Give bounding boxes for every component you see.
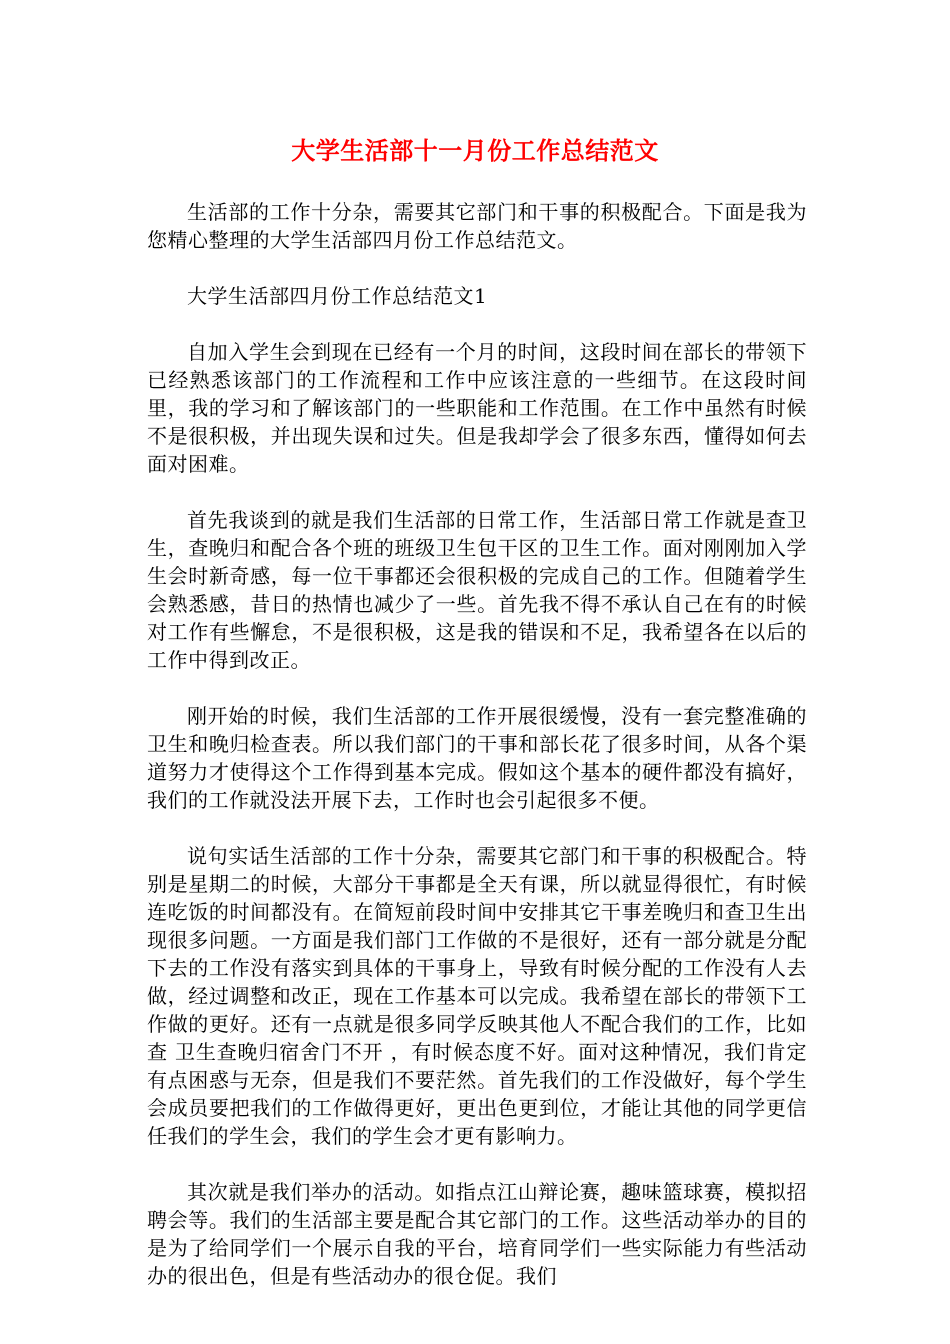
body-paragraph: 刚开始的时候，我们生活部的工作开展很缓慢，没有一套完整准确的卫生和晚归检查表。所以我们部门的干事和部长花了很多时间，从各个渠道努力才使得这个工作得到基本完成。假如这个基本的硬件都没有搞好，我们的工作就没法开展下去，工作时也会引起很多不便。 (147, 704, 807, 812)
body-paragraph: 首先我谈到的就是我们生活部的日常工作，生活部日常工作就是查卫生，查晚归和配合各个班的班级卫生包干区的卫生工作。面对刚刚加入学生会时新奇感，每一位干事都还会很积极的完成自己的工作。但随着学生会熟悉感，昔日的热情也减少了一些。首先我不得不承认自己在有的时候对工作有些懈怠，不是很积极，这是我的错误和不足，我希望各在以后的工作中得到改正。 (147, 508, 807, 672)
intro-paragraph: 生活部的工作十分杂，需要其它部门和干事的积极配合。下面是我为您精心整理的大学生活部四月份工作总结范文。 (147, 200, 807, 252)
section-heading: 大学生活部四月份工作总结范文1 (187, 284, 488, 308)
document-body (147, 198, 807, 1318)
body-paragraph: 说句实话生活部的工作十分杂，需要其它部门和干事的积极配合。特别是星期二的时候，大部分干事都是全天有课，所以就显得很忙，有时候连吃饭的时间都没有。在简短前段时间中安排其它干事差晚归和查卫生出现很多问题。一方面是我们部门工作做的不是很好，还有一部分就是分配下去的工作没有落实到具体的干事身上，导致有时候分配的工作没有人去做，经过调整和改正，现在工作基本可以完成。我希望在部长的带领下工作做的更好。还有一点就是很多同学反映其他人不配合我们的工作，比如查 卫生查晚归宿舍门不开 ，有时候态度不好。面对这种情况，我们肯定有点困惑与无奈，但是我们不要茫然。首先我们的工作没做好，每个学生会成员要把我们的工作做得更好，更出色更到位，才能让其他的同学更信任我们的学生会，我们的学生会才更有影响力。 (147, 844, 807, 1148)
body-paragraph: 其次就是我们举办的活动。如指点江山辩论赛，趣味篮球赛，模拟招聘会等。我们的生活部主要是配合其它部门的工作。这些活动举办的目的是为了给同学们一个展示自我的平台，培育同学们一些实际能力有些活动办的很出色，但是有些活动办的很仓促。我们 (147, 1180, 807, 1288)
body-paragraph: 自加入学生会到现在已经有一个月的时间，这段时间在部长的带领下已经熟悉该部门的工作流程和工作中应该注意的一些细节。在这段时间里，我的学习和了解该部门的一些职能和工作范围。在工作中虽然有时候不是很积极，并出现失误和过失。但是我却学会了很多东西，懂得如何去面对困难。 (147, 340, 807, 476)
document-title: 大学生活部十一月份工作总结范文 (291, 137, 659, 165)
